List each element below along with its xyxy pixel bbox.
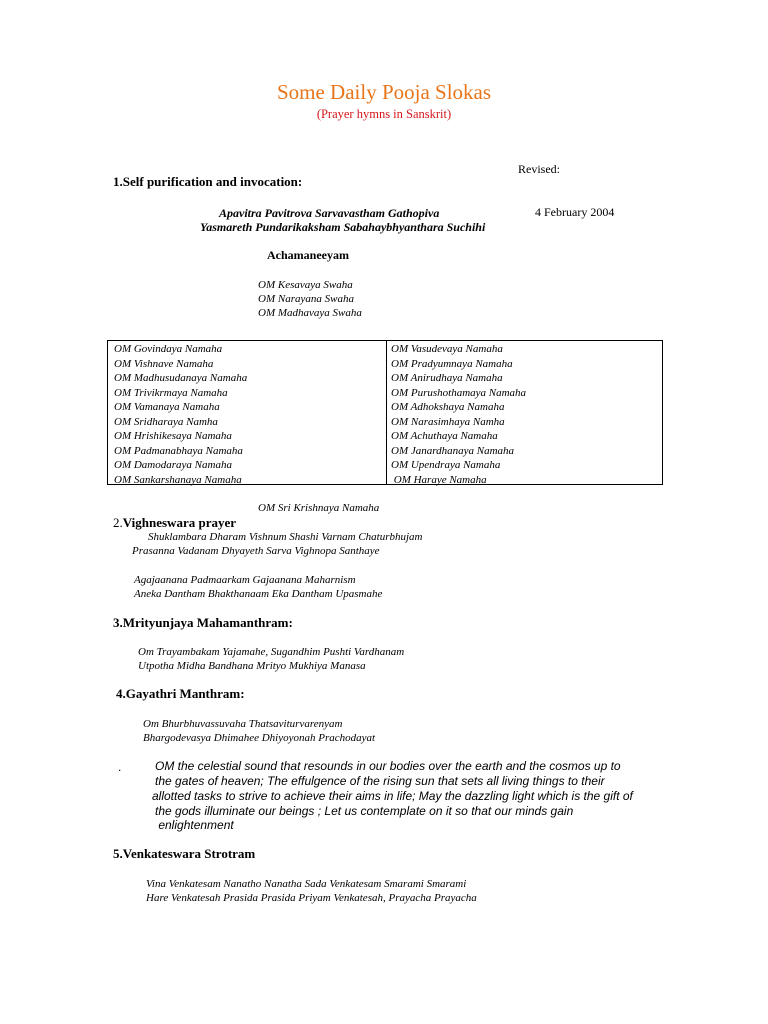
section-heading-venkateswara: 5.Venkateswara Strotram	[113, 846, 256, 861]
invocation-line: Yasmareth Pundarikaksham Sabahaybhyanthara Suchihi	[200, 220, 486, 234]
revised-date: 4 February 2004	[535, 205, 615, 219]
table-cell: OM Damodaraya Namaha	[114, 459, 232, 471]
translation-line: allotted tasks to strive to achieve their aims in life; May the dazzling light which is the gift of	[152, 789, 633, 803]
strotram-line: Hare Venkatesah Prasida Prasida Priyam Venkatesah, Prayacha Prayacha	[146, 892, 477, 904]
krishna-line: OM Sri Krishnaya Namaha	[258, 502, 380, 514]
translation-line: OM the celestial sound that resounds in our bodies over the earth and the cosmos up to	[155, 759, 621, 773]
invocation-line: Apavitra Pavitrova Sarvavastham Gathopiva	[219, 206, 440, 220]
table-cell: OM Hrishikesaya Namaha	[114, 430, 232, 442]
prayer-line: Prasanna Vadanam Dhyayeth Sarva Vighnopa Santhaye	[132, 545, 380, 557]
section-heading-mrityunjaya: 3.Mrityunjaya Mahamanthram:	[113, 615, 293, 630]
table-cell: OM Narasimhaya Namha	[391, 415, 505, 428]
revised-label: Revised:	[518, 162, 560, 176]
section-title: Vighneswara prayer	[122, 515, 237, 530]
table-cell: OM Pradyumnaya Namaha	[391, 357, 513, 370]
table-cell: OM Janardhanaya Namaha	[391, 444, 515, 457]
page-title: Some Daily Pooja Slokas	[276, 80, 492, 104]
page-subtitle: (Prayer hymns in Sanskrit)	[316, 107, 452, 121]
bullet-mark: .	[118, 760, 122, 774]
swaha-line: OM Narayana Swaha	[258, 293, 354, 305]
table-cell: OM Achuthaya Namaha	[391, 430, 498, 442]
mantra-line: Utpotha Midha Bandhana Mrityo Mukhiya Manasa	[138, 660, 366, 672]
swaha-line: OM Madhavaya Swaha	[258, 307, 362, 319]
table-cell: OM Purushothamaya Namaha	[391, 386, 527, 399]
table-cell: OM Upendraya Namaha	[391, 459, 501, 471]
translation-line: the gates of heaven; The effulgence of the rising sun that sets all living things to their	[155, 774, 605, 788]
names-column-right	[391, 342, 526, 487]
section-heading-gayathri: 4.Gayathri Manthram:	[116, 686, 245, 701]
names-column-left	[114, 342, 247, 487]
section-number: 2.	[113, 515, 123, 530]
table-cell: OM Govindaya Namaha	[114, 343, 223, 355]
strotram-line: Vina Venkatesam Nanatho Nanatha Sada Venkatesam Smarami Smarami	[146, 878, 467, 890]
table-cell: OM Vasudevaya Namaha	[391, 343, 503, 355]
table-cell: OM Adhokshaya Namaha	[391, 401, 505, 413]
table-cell: OM Vamanaya Namaha	[114, 401, 220, 413]
names-table	[107, 340, 663, 485]
prayer-line: Agajaanana Padmaarkam Gajaanana Maharnism	[134, 574, 356, 586]
table-cell: OM Haraye Namaha	[391, 473, 487, 486]
section-heading-self-purification: 1.Self purification and invocation:	[113, 174, 303, 189]
table-cell: OM Madhusudanaya Namaha	[114, 372, 248, 384]
table-cell: OM Anirudhaya Namaha	[391, 372, 503, 384]
section-heading-vighneswara	[113, 515, 236, 531]
achamaneeyam-heading: Achamaneeyam	[267, 248, 349, 262]
mantra-line: Om Trayambakam Yajamahe, Sugandhim Pushti Vardhanam	[138, 646, 405, 658]
table-cell: OM Sridharaya Namha	[114, 415, 218, 428]
swaha-line: OM Kesavaya Swaha	[258, 279, 353, 291]
prayer-line: Shuklambara Dharam Vishnum Shashi Varnam Chaturbhujam	[148, 531, 423, 543]
prayer-line: Aneka Dantham Bhakthanaam Eka Dantham Upasmahe	[134, 588, 383, 600]
table-cell: OM Padmanabhaya Namaha	[114, 444, 243, 457]
table-column-divider	[386, 341, 387, 484]
table-cell: OM Vishnave Namaha	[114, 357, 214, 370]
translation-line: the gods illuminate our beings ; Let us contemplate on it so that our minds gain	[155, 804, 574, 818]
table-cell: OM Trivikrmaya Namaha	[114, 386, 228, 399]
mantra-line: Bhargodevasya Dhimahee Dhiyoyonah Prachodayat	[143, 732, 376, 744]
mantra-line: Om Bhurbhuvassuvaha Thatsaviturvarenyam	[143, 718, 343, 730]
translation-line: enlightenment	[155, 818, 234, 832]
table-cell: OM Sankarshanaya Namaha	[114, 473, 242, 486]
